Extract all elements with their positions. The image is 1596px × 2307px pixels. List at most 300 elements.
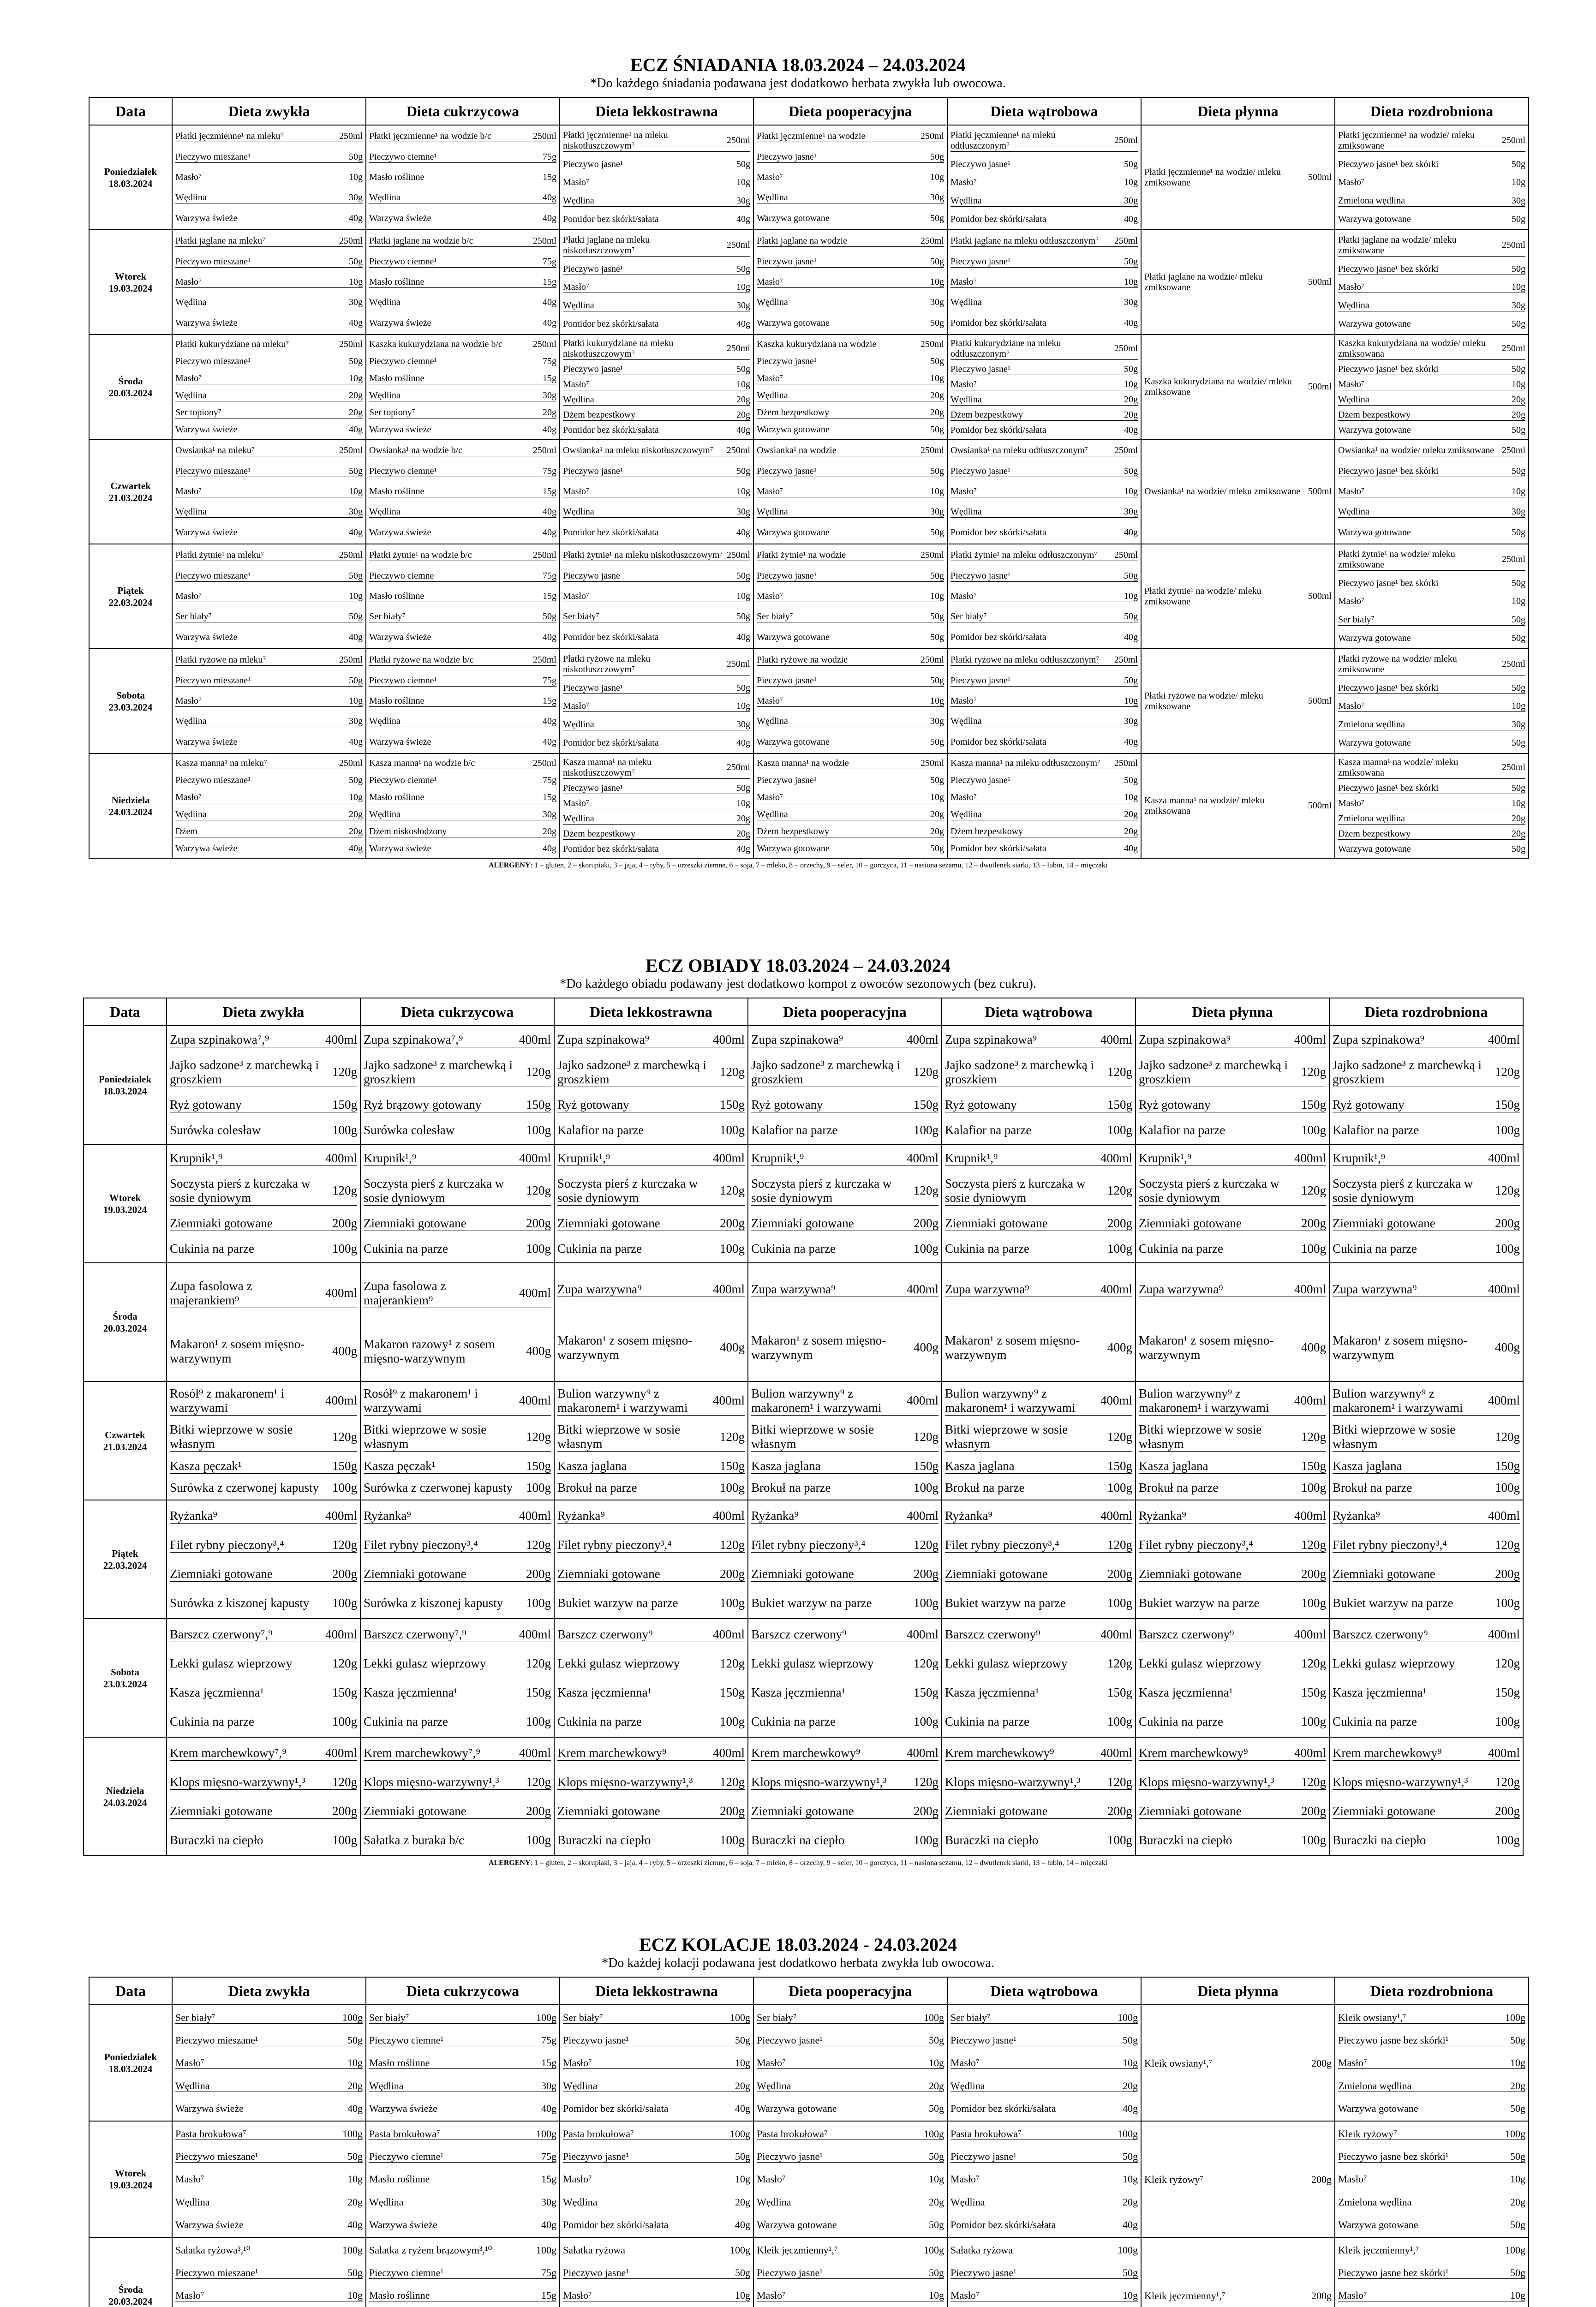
lunch-note: *Do każdego obiadu podawany jest dodatkowo kompot z owoców sezonowych (bez cukru). — [560, 977, 1036, 991]
item-quantity: 40g — [1124, 214, 1138, 225]
item-name: Masło⁷ — [950, 486, 977, 496]
menu-item — [364, 1387, 551, 1416]
menu-item — [757, 843, 944, 854]
item-quantity: 120g — [720, 1065, 745, 1079]
table-row — [89, 649, 1529, 753]
item-name: Owsianka¹ na mleku⁷ — [175, 445, 255, 456]
menu-item — [557, 1459, 745, 1474]
item-name: Warzywa świeże — [369, 2219, 437, 2231]
item-name: Owsianka¹ na wodzie — [757, 445, 837, 456]
lunch-section — [0, 955, 1596, 1868]
diet-cell — [748, 1500, 942, 1619]
menu-item — [170, 1216, 357, 1231]
column-header: Dieta cukrzycowa — [366, 1977, 560, 2005]
diet-cell — [1141, 335, 1335, 439]
item-quantity: 100g — [1495, 1596, 1520, 1610]
menu-item — [1139, 1151, 1326, 1166]
item-name: Ryż gotowany — [170, 1098, 242, 1112]
menu-item — [170, 1033, 357, 1047]
menu-item — [751, 1538, 938, 1553]
item-quantity: 10g — [1124, 276, 1138, 287]
item-name: Ziemniaki gotowane — [1333, 1566, 1435, 1581]
item-quantity: 120g — [720, 1775, 745, 1789]
item-name: Owsianka¹ na mleku niskotłuszczowym⁷ — [563, 445, 713, 456]
menu-item — [369, 236, 556, 247]
dinner-title: ECZ KOLACJE 18.03.2024 - 24.03.2024 — [639, 1934, 957, 1955]
menu-item — [1139, 1216, 1326, 1231]
item-quantity: 75g — [543, 466, 556, 476]
diet-cell — [748, 1144, 942, 1263]
menu-item — [751, 1746, 938, 1761]
menu-item — [557, 1098, 745, 1112]
item-quantity: 250ml — [532, 339, 556, 349]
menu-item — [563, 654, 750, 675]
item-quantity: 250ml — [532, 131, 556, 142]
item-quantity: 50g — [1512, 159, 1525, 169]
menu-item — [563, 2219, 750, 2230]
item-quantity: 250ml — [1114, 135, 1138, 146]
item-name: Warzywa świeże — [175, 632, 238, 642]
menu-item — [369, 737, 556, 747]
item-quantity: 150g — [526, 1458, 551, 1473]
item-quantity: 20g — [1123, 2196, 1138, 2208]
item-name: Klops mięsno-warzywny¹,³ — [751, 1775, 887, 1789]
menu-item — [557, 1123, 745, 1137]
item-name: Ziemniaki gotowane — [1333, 1804, 1435, 1818]
item-quantity: 100g — [730, 2244, 750, 2256]
menu-item — [950, 655, 1138, 666]
menu-item — [364, 1033, 551, 1047]
item-name: Masło⁷ — [950, 2057, 980, 2069]
menu-item — [364, 1216, 551, 1231]
item-quantity: 10g — [1512, 596, 1525, 607]
item-name: Barszcz czerwony⁹ — [557, 1627, 653, 1641]
menu-item — [369, 339, 556, 350]
menu-item — [757, 424, 944, 435]
item-quantity: 10g — [1512, 486, 1525, 496]
item-quantity: 40g — [349, 424, 363, 435]
column-header: Dieta lekkostrawna — [554, 998, 748, 1026]
item-name: Zupa warzywna⁹ — [557, 1282, 642, 1297]
column-header: Data — [89, 97, 172, 125]
diet-cell — [1141, 2237, 1335, 2307]
item-name: Kalafior na parze — [1139, 1123, 1225, 1137]
item-quantity: 120g — [720, 1656, 745, 1670]
item-quantity: 250ml — [532, 445, 556, 456]
item-name: Masło roślinne — [369, 695, 424, 706]
diet-cell — [172, 2121, 366, 2237]
item-quantity: 100g — [1495, 1833, 1520, 1847]
table-row — [84, 1619, 1523, 1737]
menu-item — [757, 131, 944, 142]
item-quantity: 400ml — [1488, 1032, 1520, 1046]
item-name: Wędlina — [369, 809, 400, 819]
item-quantity: 250ml — [532, 758, 556, 768]
item-name: Wędlina — [757, 2196, 791, 2208]
item-quantity: 400ml — [906, 1745, 938, 1760]
item-quantity: 15g — [541, 2289, 556, 2301]
item-quantity: 50g — [929, 2151, 944, 2163]
diet-cell — [753, 335, 947, 439]
item-name: Kleik ryżowy⁷ — [1338, 2128, 1398, 2140]
item-name: Ryżanka⁹ — [751, 1508, 799, 1523]
item-quantity: 150g — [720, 1098, 745, 1112]
item-quantity: 30g — [930, 297, 944, 308]
item-name: Masło⁷ — [757, 172, 783, 182]
menu-item — [170, 1481, 357, 1495]
item-quantity: 150g — [332, 1685, 357, 1699]
menu-item — [1338, 2034, 1525, 2046]
menu-item — [945, 1242, 1132, 1256]
day-cell — [84, 1619, 167, 1737]
menu-item — [1338, 2196, 1525, 2208]
diet-cell — [172, 649, 366, 753]
menu-item — [751, 1151, 938, 1166]
item-quantity: 15g — [541, 2173, 556, 2185]
diet-cell — [1335, 2121, 1529, 2237]
item-name: Płatki jęczmienne¹ na wodzie/ mleku zmiksowane — [1144, 167, 1281, 188]
item-quantity: 50g — [1512, 633, 1525, 644]
day-date: 23.03.2024 — [103, 1678, 147, 1690]
item-name: Masło⁷ — [175, 2289, 204, 2301]
menu-item — [950, 379, 1138, 390]
item-quantity: 40g — [543, 527, 556, 538]
item-name: Zmielona wędlina — [1338, 719, 1405, 730]
item-quantity: 100g — [536, 2128, 556, 2140]
item-name: Warzywa świeże — [369, 527, 431, 538]
diet-cell — [167, 1500, 360, 1619]
day-date: 18.03.2024 — [108, 2063, 153, 2074]
item-name: Brokuł na parze — [557, 1481, 637, 1495]
item-name: Pieczywo jasne bez skórki¹ — [1338, 2034, 1449, 2046]
diet-cell — [1329, 1737, 1523, 1856]
item-quantity: 250ml — [1114, 655, 1138, 665]
menu-item — [369, 527, 556, 538]
menu-item — [175, 318, 363, 329]
item-quantity: 200g — [720, 1566, 745, 1581]
item-name: Masło⁷ — [1338, 379, 1364, 389]
menu-item — [170, 1459, 357, 1474]
menu-item — [950, 257, 1138, 268]
item-quantity: 50g — [349, 356, 363, 366]
item-name: Ser biały⁷ — [175, 611, 212, 622]
item-quantity: 50g — [1510, 2267, 1525, 2279]
diet-cell — [560, 753, 753, 858]
item-name: Warzywa świeże — [369, 843, 431, 854]
item-quantity: 40g — [735, 2103, 750, 2115]
item-quantity: 50g — [543, 611, 556, 622]
item-quantity: 200g — [1495, 1804, 1520, 1818]
menu-item — [1333, 1481, 1520, 1495]
item-quantity: 150g — [1495, 1098, 1520, 1112]
menu-item — [945, 1459, 1132, 1474]
item-name: Pieczywo jasne¹ — [757, 2267, 823, 2279]
diet-cell — [942, 1263, 1136, 1381]
table-row — [89, 2005, 1529, 2121]
diet-cell — [1136, 1144, 1329, 1263]
item-name: Ser biały⁷ — [369, 2011, 409, 2023]
item-quantity: 40g — [541, 2219, 556, 2231]
item-name: Kasza jęczmienna¹ — [170, 1685, 264, 1699]
item-name: Zupa warzywna⁹ — [1139, 1282, 1223, 1297]
menu-item — [557, 1656, 745, 1671]
item-quantity: 40g — [347, 2219, 363, 2231]
diet-cell — [167, 1737, 360, 1856]
item-quantity: 50g — [1124, 159, 1138, 169]
item-name: Masło⁷ — [950, 792, 977, 802]
item-name: Pieczywo jasne¹ — [757, 151, 817, 162]
item-quantity: 75g — [543, 570, 556, 581]
menu-item — [950, 410, 1138, 421]
menu-item — [364, 1538, 551, 1553]
item-quantity: 20g — [349, 390, 363, 400]
menu-item — [757, 445, 944, 456]
item-quantity: 100g — [332, 1242, 357, 1256]
item-quantity: 40g — [1124, 843, 1138, 854]
item-name: Zupa warzywna⁹ — [945, 1282, 1029, 1297]
diet-cell — [1141, 544, 1335, 649]
item-name: Masło roślinne — [369, 2289, 430, 2301]
item-quantity: 100g — [332, 1481, 357, 1495]
item-quantity: 50g — [930, 527, 944, 538]
item-quantity: 100g — [536, 2244, 556, 2256]
item-name: Lekki gulasz wieprzowy — [945, 1656, 1068, 1670]
menu-item — [950, 591, 1138, 602]
item-name: Płatki jaglane na wodzie/ mleku zmiksowane — [1338, 234, 1457, 256]
menu-item — [563, 2012, 750, 2024]
item-quantity: 250ml — [920, 655, 944, 665]
item-quantity: 100g — [1301, 1242, 1326, 1256]
menu-item — [175, 2267, 363, 2279]
item-name: Pomidor bez skórki/sałata — [563, 632, 659, 642]
diet-cell — [1141, 2005, 1335, 2121]
item-quantity: 120g — [526, 1183, 551, 1198]
item-name: Dżem bezpestkowy — [757, 826, 830, 837]
item-quantity: 10g — [929, 2173, 944, 2185]
item-name: Brokuł na parze — [945, 1481, 1025, 1495]
item-name: Soczysta pierś z kurczaka w sosie dyniowym — [945, 1176, 1086, 1205]
item-quantity: 40g — [349, 736, 363, 747]
item-name: Bulion warzywny⁹ z makaronem¹ i warzywami — [945, 1386, 1076, 1415]
item-name: Ziemniaki gotowane — [364, 1566, 466, 1581]
item-name: Masło⁷ — [1338, 2173, 1367, 2185]
item-name: Wędlina — [175, 2196, 210, 2208]
item-quantity: 30g — [543, 390, 556, 400]
item-name: Bukiet warzyw na parze — [945, 1596, 1066, 1610]
item-name: Pieczywo jasne¹ — [757, 570, 817, 581]
item-name: Ziemniaki gotowane — [557, 1804, 660, 1818]
breakfast-table — [89, 97, 1529, 859]
item-quantity: 100g — [720, 1481, 745, 1495]
day-date: 18.03.2024 — [108, 178, 153, 189]
item-name: Pomidor bez skórki/sałata — [950, 317, 1046, 328]
diet-cell — [753, 125, 947, 230]
table-row — [89, 230, 1529, 335]
menu-item — [369, 2196, 556, 2208]
menu-item — [950, 696, 1138, 707]
diet-cell — [172, 335, 366, 439]
item-name: Pieczywo mieszane¹ — [175, 2267, 258, 2279]
item-name: Ser topiony⁷ — [369, 407, 415, 418]
item-quantity: 100g — [914, 1242, 938, 1256]
diet-cell — [554, 1381, 748, 1500]
diet-cell — [560, 649, 753, 753]
item-quantity: 120g — [1301, 1065, 1326, 1079]
item-quantity: 50g — [1512, 783, 1525, 793]
day-cell — [84, 1263, 167, 1381]
menu-item — [369, 486, 556, 497]
item-name: Masło⁷ — [950, 379, 977, 389]
menu-item — [757, 550, 944, 561]
menu-item — [1144, 167, 1332, 188]
item-quantity: 200g — [1301, 1216, 1326, 1231]
menu-item — [557, 1216, 745, 1231]
item-name: Wędlina — [757, 192, 788, 203]
menu-item — [369, 172, 556, 183]
menu-item — [950, 2103, 1138, 2114]
menu-item — [364, 1058, 551, 1087]
item-quantity: 30g — [1124, 507, 1138, 517]
menu-item — [1333, 1509, 1520, 1524]
diet-cell — [1136, 1500, 1329, 1619]
item-quantity: 500ml — [1308, 172, 1332, 182]
item-quantity: 100g — [914, 1714, 938, 1728]
item-name: Kaszka kukurydziana na wodzie — [757, 339, 877, 349]
item-name: Masło⁷ — [175, 172, 202, 182]
item-name: Makaron¹ z sosem mięsno-warzywnym — [1139, 1333, 1274, 1362]
item-quantity: 40g — [736, 319, 750, 329]
item-quantity: 40g — [736, 844, 750, 855]
menu-item — [1338, 177, 1525, 188]
item-name: Pieczywo jasne¹ — [950, 775, 1010, 785]
item-quantity: 50g — [929, 2267, 944, 2279]
menu-item — [950, 338, 1138, 360]
menu-item — [369, 2080, 556, 2092]
item-quantity: 120g — [1495, 1656, 1520, 1670]
item-quantity: 75g — [543, 356, 556, 366]
menu-item — [557, 1804, 745, 1819]
menu-item — [557, 1833, 745, 1847]
item-name: Bukiet warzyw na parze — [1139, 1596, 1260, 1610]
menu-item — [557, 1177, 745, 1206]
item-name: Warzywa gotowane — [757, 424, 830, 435]
item-name: Wędlina — [950, 809, 982, 819]
diet-cell — [1141, 439, 1335, 544]
menu-item — [175, 390, 363, 401]
item-quantity: 30g — [1124, 196, 1138, 206]
item-name: Warzywa gotowane — [1338, 2219, 1418, 2231]
item-name: Warzywa świeże — [369, 424, 431, 435]
item-quantity: 20g — [930, 826, 944, 837]
item-name: Masło⁷ — [175, 2057, 204, 2069]
item-quantity: 40g — [543, 632, 556, 642]
item-name: Wędlina — [563, 300, 594, 311]
table-row — [89, 753, 1529, 858]
item-name: Kleik owsiany¹,⁷ — [1144, 2057, 1213, 2069]
menu-item — [170, 1123, 357, 1137]
item-quantity: 400ml — [325, 1627, 357, 1641]
item-quantity: 250ml — [339, 131, 363, 142]
menu-item — [369, 373, 556, 384]
item-name: Masło⁷ — [563, 2173, 592, 2185]
menu-item — [563, 829, 750, 840]
item-quantity: 100g — [720, 1242, 745, 1256]
menu-item — [557, 1596, 745, 1610]
item-name: Ryżanka⁹ — [945, 1508, 992, 1523]
item-name: Pieczywo jasne¹ bez skórki — [1338, 263, 1439, 274]
item-quantity: 120g — [914, 1775, 938, 1789]
menu-item — [751, 1177, 938, 1206]
item-quantity: 120g — [1495, 1537, 1520, 1552]
menu-item — [950, 159, 1138, 170]
item-name: Zupa szpinakowa⁹ — [945, 1032, 1037, 1046]
item-quantity: 50g — [736, 364, 750, 374]
menu-item — [1338, 2128, 1525, 2140]
item-quantity: 40g — [736, 527, 750, 538]
diet-cell — [748, 1381, 942, 1500]
item-name: Kasza jaglana — [1139, 1458, 1208, 1473]
menu-item — [1139, 1567, 1326, 1582]
item-quantity: 400ml — [906, 1627, 938, 1641]
item-name: Kleik owsiany¹,⁷ — [1338, 2011, 1406, 2023]
item-name: Masło⁷ — [175, 486, 202, 496]
item-name: Pieczywo jasne¹ — [757, 775, 817, 785]
item-name: Cukinia na parze — [557, 1242, 642, 1256]
item-quantity: 10g — [1512, 701, 1525, 711]
menu-item — [364, 1833, 551, 1847]
diet-cell — [1329, 1263, 1523, 1381]
item-name: Ryżanka⁹ — [364, 1508, 411, 1523]
item-quantity: 250ml — [726, 135, 750, 146]
menu-item — [369, 675, 556, 687]
menu-item — [175, 152, 363, 163]
item-name: Warzywa gotowane — [757, 736, 830, 747]
item-quantity: 250ml — [339, 655, 363, 665]
item-name: Masło⁷ — [757, 695, 783, 706]
menu-item — [1338, 394, 1525, 406]
item-name: Pomidor bez skórki/sałata — [563, 2103, 669, 2115]
diet-cell — [753, 2237, 947, 2307]
item-quantity: 40g — [736, 632, 750, 642]
menu-item — [1338, 527, 1525, 538]
menu-item — [369, 696, 556, 707]
item-name: Owsianka¹ na wodzie/ mleku zmiksowane — [1338, 445, 1494, 456]
diet-cell — [753, 230, 947, 335]
menu-item — [563, 844, 750, 855]
item-name: Pieczywo jasne¹ — [563, 783, 623, 793]
item-name: Krupnik¹,⁹ — [1139, 1151, 1192, 1165]
item-quantity: 20g — [1510, 2196, 1525, 2208]
item-quantity: 400g — [332, 1344, 357, 1358]
menu-item — [369, 550, 556, 561]
menu-item — [945, 1596, 1132, 1610]
item-name: Płatki jęczmienne¹ na mleku odtłuszczonym⁷ — [950, 130, 1056, 151]
menu-item — [175, 2219, 363, 2230]
item-quantity: 50g — [349, 256, 363, 267]
item-quantity: 50g — [930, 424, 944, 435]
item-quantity: 120g — [526, 1537, 551, 1552]
menu-item — [757, 318, 944, 329]
item-quantity: 50g — [736, 159, 750, 169]
menu-item — [563, 196, 750, 207]
item-name: Dżem — [175, 826, 197, 837]
item-name: Zupa szpinakowa⁹ — [1333, 1032, 1425, 1046]
column-header: Dieta płynna — [1136, 998, 1329, 1026]
menu-item — [1333, 1833, 1520, 1847]
menu-item — [563, 813, 750, 825]
item-quantity: 120g — [1495, 1065, 1520, 1079]
item-name: Pomidor bez skórki/sałata — [950, 843, 1046, 854]
